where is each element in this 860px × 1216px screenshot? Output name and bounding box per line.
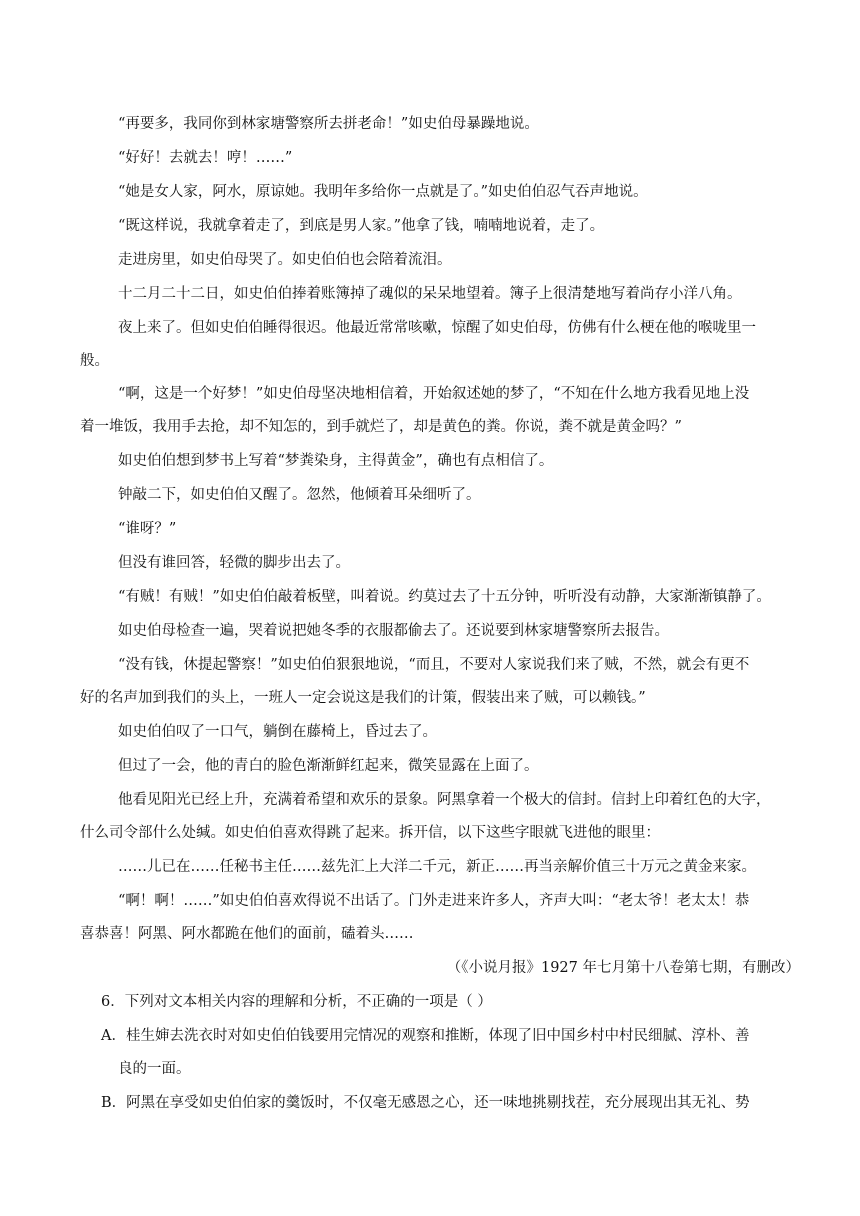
source-citation: （《小说月报》1927 年七月第十八卷第七期，有删改）: [446, 960, 800, 976]
paragraph-line: 他看见阳光已经上升，充满着希望和欢乐的景象。阿黑拿着一个极大的信封。信封上印着红色的大字，: [118, 792, 771, 808]
option-a: A．桂生婶去洗衣时对如史伯伯钱要用完情况的观察和推断，体现了旧中国乡村中村民细腻、淳朴、善: [101, 1028, 750, 1044]
paragraph-line: “好好！去就去！哼！……”: [118, 150, 293, 166]
paragraph-line: “既这样说，我就拿着走了，到底是男人家。”他拿了钱，喃喃地说着，走了。: [118, 218, 605, 234]
paragraph-line: 夜上来了。但如史伯伯睡得很迟。他最近常常咳嗽，惊醒了如史伯母，仿佛有什么梗在他的喉咙里一: [118, 320, 756, 336]
option-a-continued: 良的一面。: [118, 1061, 191, 1077]
paragraph-line: “她是女人家，阿水，原谅她。我明年多给你一点就是了。”如史伯伯忍气吞声地说。: [118, 184, 648, 200]
paragraph-line: 钟敲二下，如史伯伯又醒了。忽然，他倾着耳朵细听了。: [118, 487, 481, 503]
paragraph-line: 什么司令部什么处缄。如史伯伯喜欢得跳了起来。拆开信，以下这些字眼就飞进他的眼里：: [80, 825, 660, 841]
paragraph-line: 如史伯伯叹了一口气，躺倒在藤椅上，昏过去了。: [118, 724, 437, 740]
paragraph-line: ……儿已在……任秘书主任……兹先汇上大洋二千元，新正……再当亲解价值三十万元之黄金来家。: [118, 859, 756, 875]
paragraph-line: “啊，这是一个好梦！”如史伯母坚决地相信着，开始叙述她的梦了，“不知在什么地方我看见地上没: [118, 386, 750, 402]
question-stem: 6．下列对文本相关内容的理解和分析，不正确的一项是（ ）: [101, 994, 492, 1010]
paragraph-line: 但没有谁回答，轻微的脚步出去了。: [118, 555, 350, 571]
paragraph-line: 但过了一会，他的青白的脸色渐渐鲜红起来，微笑显露在上面了。: [118, 758, 539, 774]
paragraph-line: 般。: [80, 353, 109, 369]
paragraph-line: “啊！啊！……”如史伯伯喜欢得说不出话了。门外走进来许多人，齐声大叫：“老太爷！老太太！恭: [118, 893, 750, 909]
paragraph-line: 如史伯母检查一遍，哭着说把她冬季的衣服都偷去了。还说要到林家塘警察所去报告。: [118, 623, 669, 639]
paragraph-line: “有贼！有贼！”如史伯伯敲着板壁，叫着说。约莫过去了十五分钟，听听没有动静，大家渐渐镇静了。: [118, 589, 771, 605]
paragraph-line: “谁呀？”: [118, 521, 177, 537]
option-b: B．阿黑在享受如史伯伯家的羹饭时，不仅毫无感恩之心，还一味地挑剔找茬，充分展现出其无礼、势: [101, 1095, 750, 1111]
paragraph-line: 十二月二十二日，如史伯伯捧着账簿掉了魂似的呆呆地望着。簿子上很清楚地写着尚存小洋八角。: [118, 286, 742, 302]
paragraph-line: 好的名声加到我们的头上，一班人一定会说这是我们的计策，假装出来了贼，可以赖钱。”: [80, 690, 646, 706]
paragraph-line: 喜恭喜！阿黑、阿水都跪在他们的面前，磕着头……: [80, 926, 414, 942]
paragraph-line: “没有钱，休提起警察！”如史伯伯狠狠地说，“而且，不要对人家说我们来了贼，不然，就会有更不: [118, 657, 750, 673]
paragraph-line: 如史伯伯想到梦书上写着“梦粪染身，主得黄金”，确也有点相信了。: [118, 453, 554, 469]
paragraph-line: 走进房里，如史伯母哭了。如史伯伯也会陪着流泪。: [118, 252, 452, 268]
paragraph-line: “再要多，我同你到林家塘警察所去拼老命！”如史伯母暴躁地说。: [118, 116, 539, 132]
paragraph-line: 着一堆饭，我用手去抢，却不知怎的，到手就烂了，却是黄色的粪。你说，粪不就是黄金吗？”: [80, 419, 682, 435]
